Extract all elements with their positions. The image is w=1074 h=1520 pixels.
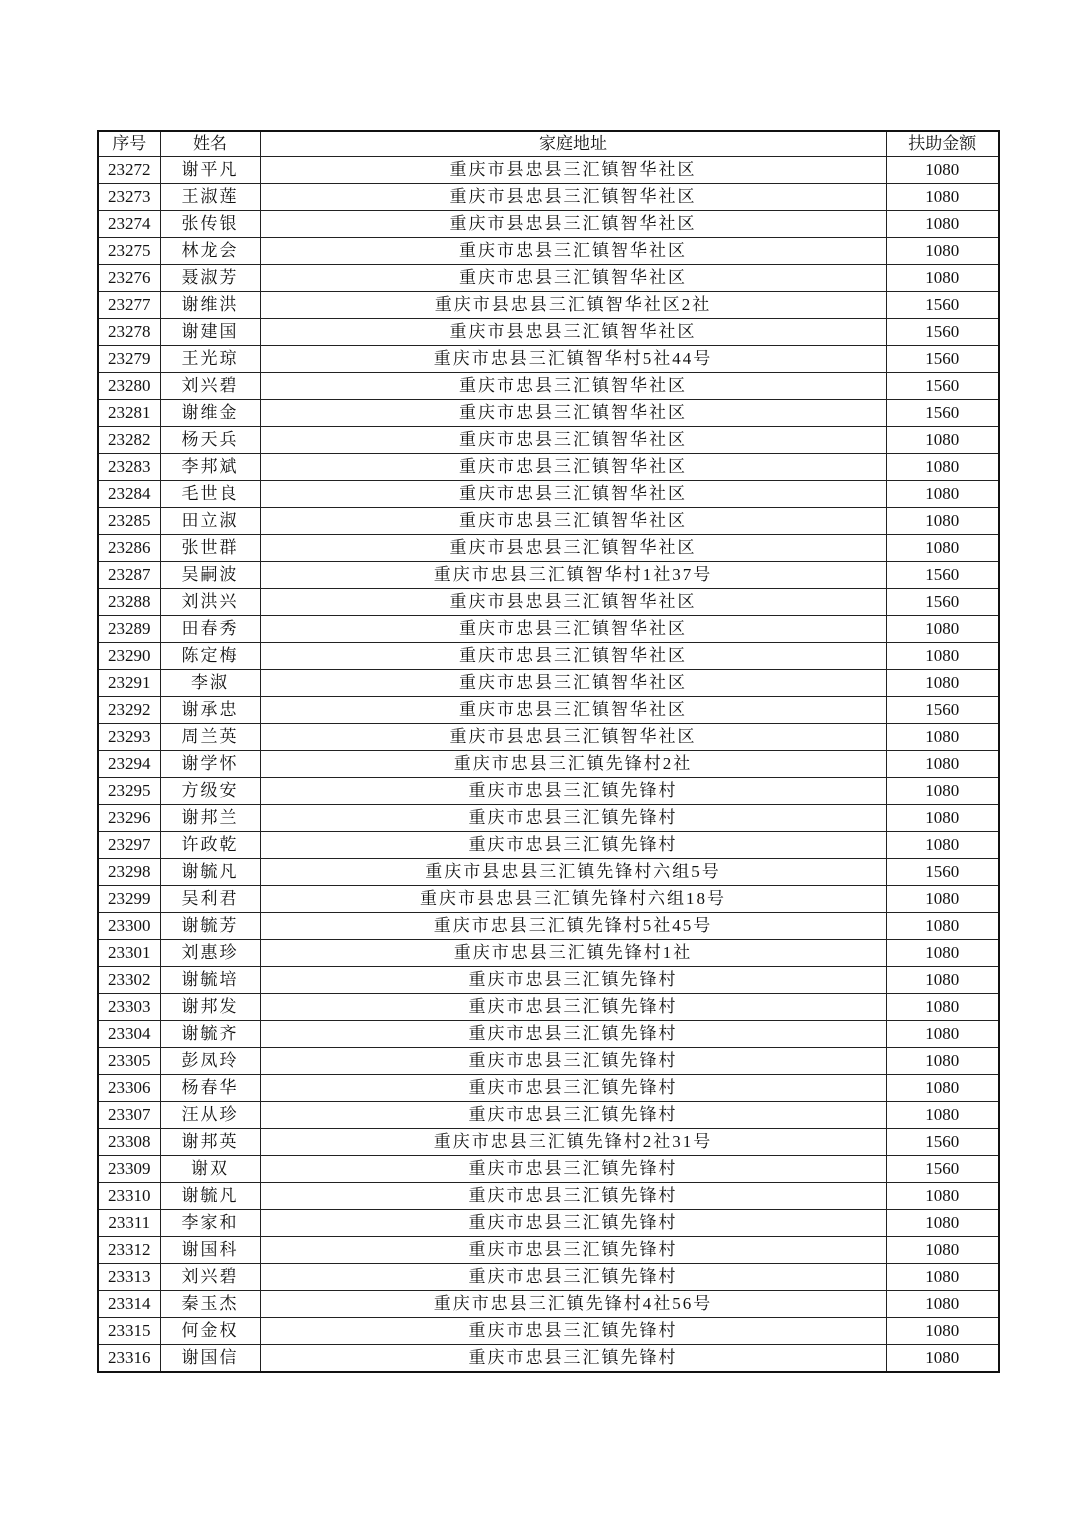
- cell-home-address: 重庆市忠县三汇镇先锋村4社56号: [260, 1291, 886, 1318]
- cell-serial-number: 23316: [98, 1345, 160, 1373]
- cell-serial-number: 23272: [98, 157, 160, 184]
- table-row: [98, 454, 999, 481]
- cell-home-address: 重庆市忠县三汇镇先锋村5社45号: [260, 913, 886, 940]
- table-row: [98, 184, 999, 211]
- cell-home-address: 重庆市县忠县三汇镇智华社区: [260, 157, 886, 184]
- cell-serial-number: 23300: [98, 913, 160, 940]
- cell-name: 汪从珍: [160, 1102, 260, 1129]
- cell-name: 谢承忠: [160, 697, 260, 724]
- cell-subsidy-amount: 1080: [886, 616, 999, 643]
- cell-serial-number: 23298: [98, 859, 160, 886]
- cell-subsidy-amount: 1560: [886, 346, 999, 373]
- cell-name: 谢维金: [160, 400, 260, 427]
- cell-subsidy-amount: 1560: [886, 292, 999, 319]
- cell-serial-number: 23302: [98, 967, 160, 994]
- cell-home-address: 重庆市忠县三汇镇先锋村: [260, 1102, 886, 1129]
- cell-name: 刘兴碧: [160, 373, 260, 400]
- cell-home-address: 重庆市忠县三汇镇智华社区: [260, 265, 886, 292]
- cell-subsidy-amount: 1080: [886, 1102, 999, 1129]
- cell-home-address: 重庆市忠县三汇镇智华社区: [260, 454, 886, 481]
- cell-serial-number: 23286: [98, 535, 160, 562]
- cell-home-address: 重庆市忠县三汇镇先锋村2社: [260, 751, 886, 778]
- cell-name: 谢邦兰: [160, 805, 260, 832]
- cell-subsidy-amount: 1560: [886, 562, 999, 589]
- cell-home-address: 重庆市忠县三汇镇先锋村: [260, 1318, 886, 1345]
- cell-subsidy-amount: 1080: [886, 481, 999, 508]
- table-row: [98, 778, 999, 805]
- cell-subsidy-amount: 1080: [886, 1048, 999, 1075]
- cell-home-address: 重庆市忠县三汇镇智华社区: [260, 508, 886, 535]
- table-row: [98, 994, 999, 1021]
- table-row: [98, 1264, 999, 1291]
- cell-home-address: 重庆市县忠县三汇镇智华社区: [260, 724, 886, 751]
- cell-name: 李淑: [160, 670, 260, 697]
- cell-serial-number: 23289: [98, 616, 160, 643]
- cell-serial-number: 23297: [98, 832, 160, 859]
- cell-name: 谢双: [160, 1156, 260, 1183]
- cell-home-address: 重庆市忠县三汇镇智华社区: [260, 697, 886, 724]
- cell-subsidy-amount: 1080: [886, 211, 999, 238]
- cell-subsidy-amount: 1080: [886, 1183, 999, 1210]
- cell-name: 李邦斌: [160, 454, 260, 481]
- table-row: [98, 1048, 999, 1075]
- cell-name: 方级安: [160, 778, 260, 805]
- table-row: [98, 1237, 999, 1264]
- table-row: [98, 481, 999, 508]
- cell-name: 谢毓凡: [160, 859, 260, 886]
- table-row: [98, 1156, 999, 1183]
- table-row: [98, 265, 999, 292]
- cell-name: 许政乾: [160, 832, 260, 859]
- cell-home-address: 重庆市忠县三汇镇先锋村: [260, 967, 886, 994]
- cell-subsidy-amount: 1080: [886, 1075, 999, 1102]
- cell-subsidy-amount: 1080: [886, 778, 999, 805]
- cell-home-address: 重庆市忠县三汇镇先锋村2社31号: [260, 1129, 886, 1156]
- cell-serial-number: 23307: [98, 1102, 160, 1129]
- cell-home-address: 重庆市县忠县三汇镇智华社区2社: [260, 292, 886, 319]
- cell-name: 谢国科: [160, 1237, 260, 1264]
- cell-serial-number: 23311: [98, 1210, 160, 1237]
- table-row: [98, 1129, 999, 1156]
- cell-subsidy-amount: 1560: [886, 400, 999, 427]
- cell-serial-number: 23283: [98, 454, 160, 481]
- cell-name: 谢学怀: [160, 751, 260, 778]
- cell-name: 杨春华: [160, 1075, 260, 1102]
- cell-name: 何金权: [160, 1318, 260, 1345]
- cell-serial-number: 23273: [98, 184, 160, 211]
- cell-subsidy-amount: 1080: [886, 508, 999, 535]
- cell-home-address: 重庆市县忠县三汇镇先锋村六组5号: [260, 859, 886, 886]
- cell-name: 田立淑: [160, 508, 260, 535]
- cell-home-address: 重庆市忠县三汇镇先锋村: [260, 778, 886, 805]
- cell-subsidy-amount: 1080: [886, 913, 999, 940]
- cell-home-address: 重庆市忠县三汇镇先锋村: [260, 1048, 886, 1075]
- table-row: [98, 508, 999, 535]
- cell-home-address: 重庆市忠县三汇镇智华社区: [260, 616, 886, 643]
- cell-name: 谢维洪: [160, 292, 260, 319]
- table-row: [98, 1075, 999, 1102]
- cell-subsidy-amount: 1080: [886, 427, 999, 454]
- cell-home-address: 重庆市忠县三汇镇先锋村: [260, 1183, 886, 1210]
- cell-name: 秦玉杰: [160, 1291, 260, 1318]
- cell-home-address: 重庆市县忠县三汇镇先锋村六组18号: [260, 886, 886, 913]
- table-row: [98, 1183, 999, 1210]
- cell-subsidy-amount: 1080: [886, 832, 999, 859]
- header-subsidy-amount: 扶助金额: [886, 131, 999, 157]
- cell-name: 谢邦发: [160, 994, 260, 1021]
- cell-serial-number: 23275: [98, 238, 160, 265]
- table-row: [98, 1210, 999, 1237]
- cell-subsidy-amount: 1080: [886, 1345, 999, 1373]
- table-row: [98, 1102, 999, 1129]
- subsidy-table: [97, 130, 1000, 1373]
- cell-home-address: 重庆市忠县三汇镇智华社区: [260, 238, 886, 265]
- cell-name: 吴利君: [160, 886, 260, 913]
- cell-name: 林龙会: [160, 238, 260, 265]
- cell-serial-number: 23315: [98, 1318, 160, 1345]
- cell-name: 张世群: [160, 535, 260, 562]
- cell-serial-number: 23285: [98, 508, 160, 535]
- cell-serial-number: 23301: [98, 940, 160, 967]
- cell-subsidy-amount: 1080: [886, 1264, 999, 1291]
- cell-home-address: 重庆市县忠县三汇镇智华社区: [260, 535, 886, 562]
- cell-home-address: 重庆市忠县三汇镇先锋村: [260, 1021, 886, 1048]
- cell-home-address: 重庆市忠县三汇镇智华社区: [260, 481, 886, 508]
- cell-serial-number: 23287: [98, 562, 160, 589]
- table-row: [98, 805, 999, 832]
- cell-subsidy-amount: 1560: [886, 697, 999, 724]
- cell-name: 谢毓齐: [160, 1021, 260, 1048]
- cell-serial-number: 23279: [98, 346, 160, 373]
- cell-name: 周兰英: [160, 724, 260, 751]
- table-row: [98, 670, 999, 697]
- table-row: [98, 940, 999, 967]
- cell-subsidy-amount: 1080: [886, 1021, 999, 1048]
- cell-serial-number: 23293: [98, 724, 160, 751]
- table-row: [98, 238, 999, 265]
- cell-serial-number: 23291: [98, 670, 160, 697]
- cell-name: 彭凤玲: [160, 1048, 260, 1075]
- cell-subsidy-amount: 1080: [886, 751, 999, 778]
- cell-name: 吴嗣波: [160, 562, 260, 589]
- table-row: [98, 967, 999, 994]
- cell-name: 杨天兵: [160, 427, 260, 454]
- cell-name: 刘洪兴: [160, 589, 260, 616]
- cell-subsidy-amount: 1560: [886, 1129, 999, 1156]
- table-row: [98, 211, 999, 238]
- header-row: [98, 131, 999, 157]
- cell-home-address: 重庆市忠县三汇镇先锋村: [260, 1264, 886, 1291]
- table-header: [98, 131, 999, 157]
- cell-serial-number: 23295: [98, 778, 160, 805]
- cell-serial-number: 23284: [98, 481, 160, 508]
- cell-home-address: 重庆市县忠县三汇镇智华社区: [260, 319, 886, 346]
- table-row: [98, 427, 999, 454]
- cell-home-address: 重庆市忠县三汇镇先锋村: [260, 1237, 886, 1264]
- cell-home-address: 重庆市忠县三汇镇先锋村: [260, 994, 886, 1021]
- cell-serial-number: 23296: [98, 805, 160, 832]
- cell-home-address: 重庆市忠县三汇镇智华社区: [260, 400, 886, 427]
- table-row: [98, 157, 999, 184]
- cell-home-address: 重庆市忠县三汇镇先锋村: [260, 805, 886, 832]
- cell-name: 李家和: [160, 1210, 260, 1237]
- cell-name: 王淑莲: [160, 184, 260, 211]
- cell-home-address: 重庆市忠县三汇镇先锋村: [260, 832, 886, 859]
- cell-serial-number: 23309: [98, 1156, 160, 1183]
- cell-name: 张传银: [160, 211, 260, 238]
- cell-subsidy-amount: 1080: [886, 670, 999, 697]
- cell-name: 谢毓凡: [160, 1183, 260, 1210]
- cell-serial-number: 23276: [98, 265, 160, 292]
- cell-name: 毛世良: [160, 481, 260, 508]
- table-row: [98, 1291, 999, 1318]
- cell-serial-number: 23299: [98, 886, 160, 913]
- cell-home-address: 重庆市县忠县三汇镇智华社区: [260, 184, 886, 211]
- cell-name: 谢邦英: [160, 1129, 260, 1156]
- cell-home-address: 重庆市县忠县三汇镇智华社区: [260, 211, 886, 238]
- cell-serial-number: 23306: [98, 1075, 160, 1102]
- cell-name: 谢建国: [160, 319, 260, 346]
- cell-subsidy-amount: 1080: [886, 724, 999, 751]
- cell-subsidy-amount: 1080: [886, 1210, 999, 1237]
- cell-home-address: 重庆市忠县三汇镇先锋村: [260, 1075, 886, 1102]
- cell-serial-number: 23310: [98, 1183, 160, 1210]
- table-row: [98, 535, 999, 562]
- table-row: [98, 616, 999, 643]
- table-row: [98, 292, 999, 319]
- cell-home-address: 重庆市忠县三汇镇智华社区: [260, 373, 886, 400]
- cell-subsidy-amount: 1080: [886, 238, 999, 265]
- table-row: [98, 724, 999, 751]
- cell-subsidy-amount: 1080: [886, 454, 999, 481]
- cell-serial-number: 23312: [98, 1237, 160, 1264]
- cell-subsidy-amount: 1080: [886, 940, 999, 967]
- table-row: [98, 886, 999, 913]
- cell-home-address: 重庆市忠县三汇镇智华社区: [260, 670, 886, 697]
- cell-serial-number: 23303: [98, 994, 160, 1021]
- table-row: [98, 1318, 999, 1345]
- cell-subsidy-amount: 1080: [886, 535, 999, 562]
- header-serial-number: 序号: [98, 131, 160, 157]
- table-row: [98, 589, 999, 616]
- cell-name: 刘兴碧: [160, 1264, 260, 1291]
- cell-serial-number: 23282: [98, 427, 160, 454]
- cell-home-address: 重庆市忠县三汇镇智华社区: [260, 427, 886, 454]
- table-row: [98, 859, 999, 886]
- cell-subsidy-amount: 1560: [886, 1156, 999, 1183]
- cell-home-address: 重庆市忠县三汇镇先锋村: [260, 1345, 886, 1373]
- cell-subsidy-amount: 1080: [886, 886, 999, 913]
- header-home-address: 家庭地址: [260, 131, 886, 157]
- cell-serial-number: 23292: [98, 697, 160, 724]
- cell-home-address: 重庆市忠县三汇镇智华村1社37号: [260, 562, 886, 589]
- cell-subsidy-amount: 1080: [886, 1237, 999, 1264]
- cell-name: 聂淑芳: [160, 265, 260, 292]
- cell-subsidy-amount: 1080: [886, 157, 999, 184]
- cell-subsidy-amount: 1080: [886, 967, 999, 994]
- cell-name: 田春秀: [160, 616, 260, 643]
- cell-name: 陈定梅: [160, 643, 260, 670]
- cell-serial-number: 23290: [98, 643, 160, 670]
- cell-serial-number: 23305: [98, 1048, 160, 1075]
- cell-serial-number: 23277: [98, 292, 160, 319]
- cell-subsidy-amount: 1080: [886, 1318, 999, 1345]
- cell-subsidy-amount: 1560: [886, 589, 999, 616]
- cell-subsidy-amount: 1080: [886, 1291, 999, 1318]
- cell-serial-number: 23294: [98, 751, 160, 778]
- cell-subsidy-amount: 1080: [886, 994, 999, 1021]
- table-row: [98, 1345, 999, 1373]
- table-row: [98, 832, 999, 859]
- table-row: [98, 400, 999, 427]
- cell-name: 谢平凡: [160, 157, 260, 184]
- table-row: [98, 373, 999, 400]
- header-name: 姓名: [160, 131, 260, 157]
- cell-name: 刘惠珍: [160, 940, 260, 967]
- cell-home-address: 重庆市忠县三汇镇智华村5社44号: [260, 346, 886, 373]
- table-row: [98, 913, 999, 940]
- cell-subsidy-amount: 1560: [886, 373, 999, 400]
- table-row: [98, 751, 999, 778]
- cell-subsidy-amount: 1080: [886, 805, 999, 832]
- cell-subsidy-amount: 1080: [886, 643, 999, 670]
- cell-name: 王光琼: [160, 346, 260, 373]
- cell-name: 谢毓培: [160, 967, 260, 994]
- table-row: [98, 1021, 999, 1048]
- cell-home-address: 重庆市忠县三汇镇智华社区: [260, 643, 886, 670]
- table-row: [98, 346, 999, 373]
- cell-serial-number: 23280: [98, 373, 160, 400]
- cell-serial-number: 23281: [98, 400, 160, 427]
- cell-name: 谢毓芳: [160, 913, 260, 940]
- cell-name: 谢国信: [160, 1345, 260, 1373]
- cell-serial-number: 23313: [98, 1264, 160, 1291]
- cell-subsidy-amount: 1560: [886, 319, 999, 346]
- table-row: [98, 643, 999, 670]
- cell-subsidy-amount: 1560: [886, 859, 999, 886]
- cell-serial-number: 23314: [98, 1291, 160, 1318]
- cell-serial-number: 23308: [98, 1129, 160, 1156]
- cell-serial-number: 23274: [98, 211, 160, 238]
- cell-serial-number: 23288: [98, 589, 160, 616]
- cell-serial-number: 23304: [98, 1021, 160, 1048]
- cell-serial-number: 23278: [98, 319, 160, 346]
- table-body: [98, 157, 999, 1373]
- cell-home-address: 重庆市县忠县三汇镇智华社区: [260, 589, 886, 616]
- cell-subsidy-amount: 1080: [886, 184, 999, 211]
- cell-subsidy-amount: 1080: [886, 265, 999, 292]
- cell-home-address: 重庆市忠县三汇镇先锋村1社: [260, 940, 886, 967]
- cell-home-address: 重庆市忠县三汇镇先锋村: [260, 1156, 886, 1183]
- table-row: [98, 697, 999, 724]
- cell-home-address: 重庆市忠县三汇镇先锋村: [260, 1210, 886, 1237]
- table-row: [98, 562, 999, 589]
- table-row: [98, 319, 999, 346]
